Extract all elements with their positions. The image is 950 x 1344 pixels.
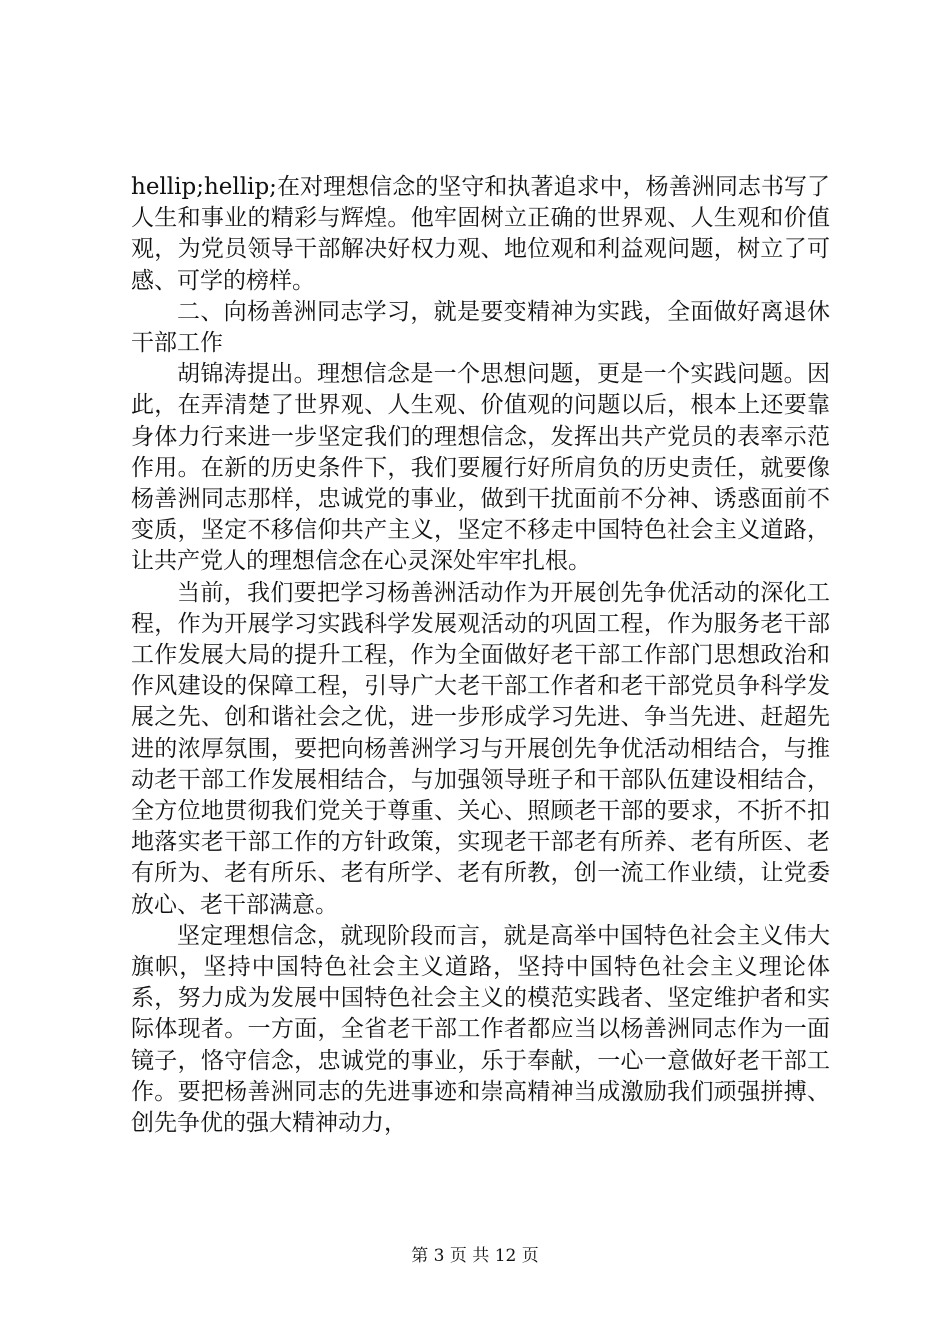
document-body [131,172,830,1139]
paragraph-3: 当前，我们要把学习杨善洲活动作为开展创先争优活动的深化工程，作为开展学习实践科学发展观活动的巩固工程，作为服务老干部工作发展大局的提升工程，作为全面做好老干部工作部门思想政治和作风建设的保障工程，引导广大老干部工作者和老干部党员争科学发展之先、创和谐社会之优，进一步形成学习先进、争当先进、赶超先进的浓厚氛围，要把向杨善洲学习与开展创先争优活动相结合，与推动老干部工作发展相结合，与加强领导班子和干部队伍建设相结合，全方位地贯彻我们党关于尊重、关心、照顾老干部的要求，不折不扣地落实老干部工作的方针政策，实现老干部老有所养、老有所医、老有所为、老有所乐、老有所学、老有所教，创一流工作业绩，让党委放心、老干部满意。 [131,579,830,918]
paragraph-2: 胡锦涛提出。理想信念是一个思想问题，更是一个实践问题。因此，在弄清楚了世界观、人生观、价值观的问题以后，根本上还要靠身体力行来进一步坚定我们的理想信念，发挥出共产党员的表率示范作用。在新的历史条件下，我们要履行好所肩负的历史责任，就要像杨善洲同志那样，忠诚党的事业，做到干扰面前不分神、诱惑面前不变质，坚定不移信仰共产主义，坚定不移走中国特色社会主义道路，让共产党人的理想信念在心灵深处牢牢扎根。 [131,361,830,575]
section-heading-2: 二、向杨善洲同志学习，就是要变精神为实践，全面做好离退休干部工作 [131,298,830,357]
paragraph-1: hellip;hellip;在对理想信念的坚守和执著追求中，杨善洲同志书写了人生和事业的精彩与辉煌。他牢固树立正确的世界观、人生观和价值观，为党员领导干部解决好权力观、地位观和利益观问题，树立了可感、可学的榜样。 [131,174,830,294]
paragraph-4: 坚定理想信念，就现阶段而言，就是高举中国特色社会主义伟大旗帜，坚持中国特色社会主义道路，坚持中国特色社会主义理论体系，努力成为发展中国特色社会主义的模范实践者、坚定维护者和实际体现者。一方面，全省老干部工作者都应当以杨善洲同志作为一面镜子，恪守信念，忠诚党的事业，乐于奉献，一心一意做好老干部工作。要把杨善洲同志的先进事迹和崇高精神当成激励我们顽强拼搏、创先争优的强大精神动力， [131,922,830,1137]
page-number-footer: 第 3 页 共 12 页 [411,1246,539,1266]
